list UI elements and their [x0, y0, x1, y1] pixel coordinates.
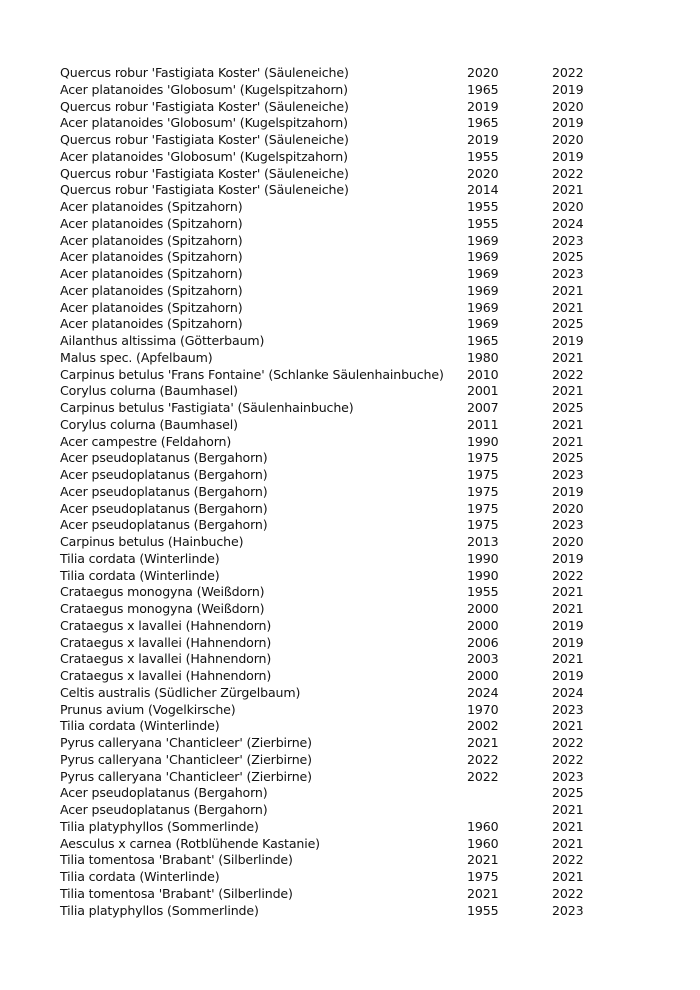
- table-row: [60, 434, 612, 451]
- tree-table: [60, 65, 612, 919]
- year-cell-a: 1975: [467, 467, 499, 482]
- year-cell-a: 1975: [467, 483, 499, 499]
- year-cell-b: 2021: [552, 433, 584, 449]
- tree-name-cell: Quercus robur 'Fastigiata Koster' (Säuleneiche): [60, 132, 349, 147]
- tree-name-cell: Acer platanoides 'Globosum' (Kugelspitzahorn): [60, 81, 348, 97]
- table-row: [60, 367, 612, 384]
- year-cell-b: 2022: [552, 366, 584, 382]
- tree-name-cell: Quercus robur 'Fastigiata Koster' (Säuleneiche): [60, 98, 349, 114]
- year-cell-a: 1955: [467, 902, 499, 918]
- table-row: [60, 166, 612, 183]
- tree-name-cell: Quercus robur 'Fastigiata Koster' (Säuleneiche): [60, 182, 349, 198]
- table-row: [60, 417, 612, 434]
- tree-name-cell: Tilia tomentosa 'Brabant' (Silberlinde): [60, 852, 293, 868]
- table-row: [60, 517, 612, 534]
- table-row: [60, 316, 612, 333]
- table-row: [60, 819, 612, 836]
- table-row: [60, 618, 612, 635]
- year-cell-a: 1969: [467, 232, 499, 248]
- table-row: [60, 785, 612, 802]
- year-cell-a: 2000: [467, 601, 499, 616]
- year-cell-a: 2000: [467, 668, 499, 683]
- table-row: [60, 450, 612, 467]
- year-cell-b: 2025: [552, 400, 584, 415]
- tree-name-cell: Acer pseudoplatanus (Bergahorn): [60, 467, 268, 482]
- year-cell-a: 2020: [467, 165, 499, 181]
- year-cell-a: 2020: [467, 65, 499, 80]
- table-row: [60, 735, 612, 752]
- tree-name-cell: Crataegus x lavallei (Hahnendorn): [60, 634, 272, 650]
- tree-name-cell: Acer platanoides (Spitzahorn): [60, 316, 243, 332]
- tree-name-cell: Acer pseudoplatanus (Bergahorn): [60, 500, 268, 516]
- year-cell-b: 2021: [552, 835, 584, 851]
- table-row: [60, 216, 612, 233]
- year-cell-b: 2021: [552, 651, 584, 667]
- tree-table-body: [60, 65, 612, 919]
- year-cell-b: 2023: [552, 467, 584, 482]
- tree-name-cell: Acer pseudoplatanus (Bergahorn): [60, 517, 268, 533]
- table-row: [60, 350, 612, 367]
- year-cell-a: 1955: [467, 584, 499, 600]
- tree-name-cell: Tilia platyphyllos (Sommerlinde): [60, 902, 259, 918]
- year-cell-a: 2019: [467, 132, 499, 147]
- year-cell-a: 2019: [467, 98, 499, 114]
- year-cell-b: 2021: [552, 282, 584, 298]
- tree-name-cell: Prunus avium (Vogelkirsche): [60, 701, 236, 717]
- tree-name-cell: Pyrus calleryana 'Chanticleer' (Zierbirne): [60, 735, 312, 750]
- table-row: [60, 668, 612, 685]
- table-row: [60, 802, 612, 819]
- year-cell-a: [467, 785, 552, 802]
- table-row: [60, 903, 612, 920]
- tree-name-cell: Acer platanoides (Spitzahorn): [60, 232, 243, 248]
- year-cell-a: 2011: [467, 416, 499, 432]
- year-cell-a: 1969: [467, 282, 499, 298]
- tree-name-cell: Acer platanoides 'Globosum' (Kugelspitzahorn): [60, 115, 348, 131]
- year-cell-a: 1960: [467, 818, 499, 834]
- year-cell-b: 2023: [552, 701, 584, 717]
- year-cell-b: 2023: [552, 232, 584, 248]
- year-cell-a: 2022: [467, 751, 499, 767]
- year-cell-a: 1955: [467, 199, 499, 214]
- tree-name-cell: Acer platanoides (Spitzahorn): [60, 215, 243, 231]
- year-cell-b: 2021: [552, 299, 584, 315]
- year-cell-a: [467, 802, 552, 819]
- year-cell-a: 1990: [467, 567, 499, 583]
- tree-name-cell: Crataegus x lavallei (Hahnendorn): [60, 668, 272, 683]
- year-cell-b: 2025: [552, 785, 584, 801]
- tree-name-cell: Quercus robur 'Fastigiata Koster' (Säuleneiche): [60, 65, 349, 80]
- year-cell-a: 1970: [467, 701, 499, 717]
- tree-name-cell: Tilia cordata (Winterlinde): [60, 869, 220, 884]
- year-cell-b: 2023: [552, 768, 584, 784]
- table-row: [60, 400, 612, 417]
- year-cell-a: 1990: [467, 433, 499, 449]
- table-row: [60, 852, 612, 869]
- table-row: [60, 534, 612, 551]
- tree-name-cell: Tilia tomentosa 'Brabant' (Silberlinde): [60, 885, 293, 901]
- year-cell-b: 2019: [552, 550, 584, 566]
- year-cell-a: 1975: [467, 450, 499, 466]
- year-cell-b: 2022: [552, 751, 584, 767]
- year-cell-a: 2001: [467, 383, 499, 399]
- tree-name-cell: Carpinus betulus (Hainbuche): [60, 534, 244, 549]
- year-cell-a: 2000: [467, 617, 499, 633]
- tree-name-cell: Celtis australis (Südlicher Zürgelbaum): [60, 684, 301, 700]
- tree-name-cell: Tilia cordata (Winterlinde): [60, 567, 220, 583]
- year-cell-b: 2021: [552, 416, 584, 432]
- table-row: [60, 752, 612, 769]
- tree-name-cell: Ailanthus altissima (Götterbaum): [60, 333, 265, 348]
- year-cell-b: 2025: [552, 316, 584, 332]
- year-cell-b: 2024: [552, 684, 584, 700]
- table-row: [60, 467, 612, 484]
- tree-name-cell: Acer platanoides (Spitzahorn): [60, 199, 243, 214]
- year-cell-a: 1969: [467, 266, 499, 281]
- year-cell-b: 2025: [552, 249, 584, 265]
- year-cell-b: 2023: [552, 902, 584, 918]
- table-row: [60, 266, 612, 283]
- table-row: [60, 769, 612, 786]
- year-cell-a: 2021: [467, 735, 499, 750]
- year-cell-b: 2019: [552, 668, 584, 683]
- year-cell-b: 2022: [552, 852, 584, 868]
- table-row: [60, 886, 612, 903]
- table-row: [60, 249, 612, 266]
- year-cell-a: 1955: [467, 215, 499, 231]
- year-cell-a: 1965: [467, 115, 499, 131]
- year-cell-a: 1969: [467, 249, 499, 265]
- year-cell-a: 1975: [467, 500, 499, 516]
- year-cell-a: 2003: [467, 651, 499, 667]
- year-cell-a: 1990: [467, 550, 499, 566]
- tree-name-cell: Crataegus x lavallei (Hahnendorn): [60, 617, 272, 633]
- tree-name-cell: Pyrus calleryana 'Chanticleer' (Zierbirne): [60, 751, 312, 767]
- table-row: [60, 635, 612, 652]
- table-row: [60, 115, 612, 132]
- table-row: [60, 584, 612, 601]
- year-cell-b: 2021: [552, 869, 584, 884]
- year-cell-b: 2020: [552, 98, 584, 114]
- year-cell-b: 2019: [552, 483, 584, 499]
- table-row: [60, 601, 612, 618]
- tree-name-cell: Acer pseudoplatanus (Bergahorn): [60, 483, 268, 499]
- table-row: [60, 685, 612, 702]
- year-cell-a: 1975: [467, 517, 499, 533]
- tree-name-cell: Acer pseudoplatanus (Bergahorn): [60, 785, 268, 801]
- year-cell-b: 2024: [552, 215, 584, 231]
- year-cell-b: 2019: [552, 333, 584, 348]
- tree-name-cell: Carpinus betulus 'Fastigiata' (Säulenhainbuche): [60, 400, 354, 415]
- year-cell-b: 2020: [552, 199, 584, 214]
- tree-name-cell: Crataegus x lavallei (Hahnendorn): [60, 651, 272, 667]
- table-row: [60, 501, 612, 518]
- table-row: [60, 568, 612, 585]
- year-cell-b: 2021: [552, 349, 584, 365]
- year-cell-a: 2014: [467, 182, 499, 198]
- tree-name-cell: Quercus robur 'Fastigiata Koster' (Säuleneiche): [60, 165, 349, 181]
- year-cell-b: 2019: [552, 617, 584, 633]
- year-cell-a: 2021: [467, 852, 499, 868]
- year-cell-a: 1975: [467, 869, 499, 884]
- tree-name-cell: Crataegus monogyna (Weißdorn): [60, 601, 265, 616]
- table-row: [60, 283, 612, 300]
- year-cell-b: 2021: [552, 601, 584, 616]
- tree-name-cell: Tilia cordata (Winterlinde): [60, 718, 220, 734]
- table-row: [60, 383, 612, 400]
- tree-name-cell: Carpinus betulus 'Frans Fontaine' (Schlanke Säulenhainbuche): [60, 366, 444, 382]
- year-cell-b: 2022: [552, 885, 584, 901]
- year-cell-b: 2023: [552, 517, 584, 533]
- tree-name-cell: Acer pseudoplatanus (Bergahorn): [60, 802, 268, 817]
- table-row: [60, 702, 612, 719]
- tree-name-cell: Acer platanoides (Spitzahorn): [60, 282, 243, 298]
- tree-name-cell: Corylus colurna (Baumhasel): [60, 383, 238, 399]
- year-cell-b: 2019: [552, 634, 584, 650]
- year-cell-a: 1965: [467, 81, 499, 97]
- year-cell-b: 2021: [552, 718, 584, 734]
- year-cell-a: 2007: [467, 400, 499, 415]
- year-cell-a: 1980: [467, 349, 499, 365]
- year-cell-a: 1960: [467, 835, 499, 851]
- tree-name-cell: Acer platanoides (Spitzahorn): [60, 249, 243, 265]
- tree-name-cell: Crataegus monogyna (Weißdorn): [60, 584, 265, 600]
- year-cell-a: 2024: [467, 684, 499, 700]
- tree-name-cell: Acer platanoides (Spitzahorn): [60, 299, 243, 315]
- table-row: [60, 82, 612, 99]
- year-cell-b: 2022: [552, 65, 584, 80]
- table-row: [60, 99, 612, 116]
- table-row: [60, 651, 612, 668]
- year-cell-b: 2021: [552, 182, 584, 198]
- year-cell-b: 2021: [552, 802, 584, 817]
- year-cell-a: 1969: [467, 316, 499, 332]
- year-cell-b: 2019: [552, 81, 584, 97]
- table-row: [60, 869, 612, 886]
- year-cell-b: 2023: [552, 266, 584, 281]
- year-cell-a: 2013: [467, 534, 499, 549]
- tree-name-cell: Corylus colurna (Baumhasel): [60, 416, 238, 432]
- tree-name-cell: Tilia cordata (Winterlinde): [60, 550, 220, 566]
- year-cell-b: 2021: [552, 818, 584, 834]
- year-cell-b: 2020: [552, 500, 584, 516]
- table-row: [60, 65, 612, 82]
- year-cell-a: 2021: [467, 885, 499, 901]
- tree-name-cell: Pyrus calleryana 'Chanticleer' (Zierbirne): [60, 768, 312, 784]
- year-cell-b: 2020: [552, 132, 584, 147]
- tree-name-cell: Aesculus x carnea (Rotblühende Kastanie): [60, 835, 320, 851]
- tree-name-cell: Malus spec. (Apfelbaum): [60, 349, 213, 365]
- tree-name-cell: Tilia platyphyllos (Sommerlinde): [60, 818, 259, 834]
- table-row: [60, 199, 612, 216]
- year-cell-a: 1955: [467, 148, 499, 164]
- table-row: [60, 300, 612, 317]
- table-row: [60, 484, 612, 501]
- year-cell-b: 2021: [552, 584, 584, 600]
- year-cell-a: 1969: [467, 299, 499, 315]
- table-row: [60, 718, 612, 735]
- tree-name-cell: Acer platanoides (Spitzahorn): [60, 266, 243, 281]
- year-cell-b: 2019: [552, 115, 584, 131]
- year-cell-b: 2025: [552, 450, 584, 466]
- table-row: [60, 233, 612, 250]
- year-cell-b: 2021: [552, 383, 584, 399]
- tree-name-cell: Acer campestre (Feldahorn): [60, 433, 232, 449]
- year-cell-b: 2022: [552, 735, 584, 750]
- table-row: [60, 333, 612, 350]
- year-cell-b: 2022: [552, 165, 584, 181]
- year-cell-a: 2006: [467, 634, 499, 650]
- table-row: [60, 149, 612, 166]
- year-cell-b: 2022: [552, 567, 584, 583]
- year-cell-a: 2002: [467, 718, 499, 734]
- table-row: [60, 836, 612, 853]
- year-cell-b: 2020: [552, 534, 584, 549]
- table-row: [60, 551, 612, 568]
- tree-name-cell: Acer platanoides 'Globosum' (Kugelspitzahorn): [60, 148, 348, 164]
- year-cell-a: 2022: [467, 768, 499, 784]
- table-row: [60, 132, 612, 149]
- year-cell-a: 2010: [467, 366, 499, 382]
- tree-name-cell: Acer pseudoplatanus (Bergahorn): [60, 450, 268, 466]
- table-row: [60, 182, 612, 199]
- year-cell-a: 1965: [467, 333, 499, 348]
- year-cell-b: 2019: [552, 148, 584, 164]
